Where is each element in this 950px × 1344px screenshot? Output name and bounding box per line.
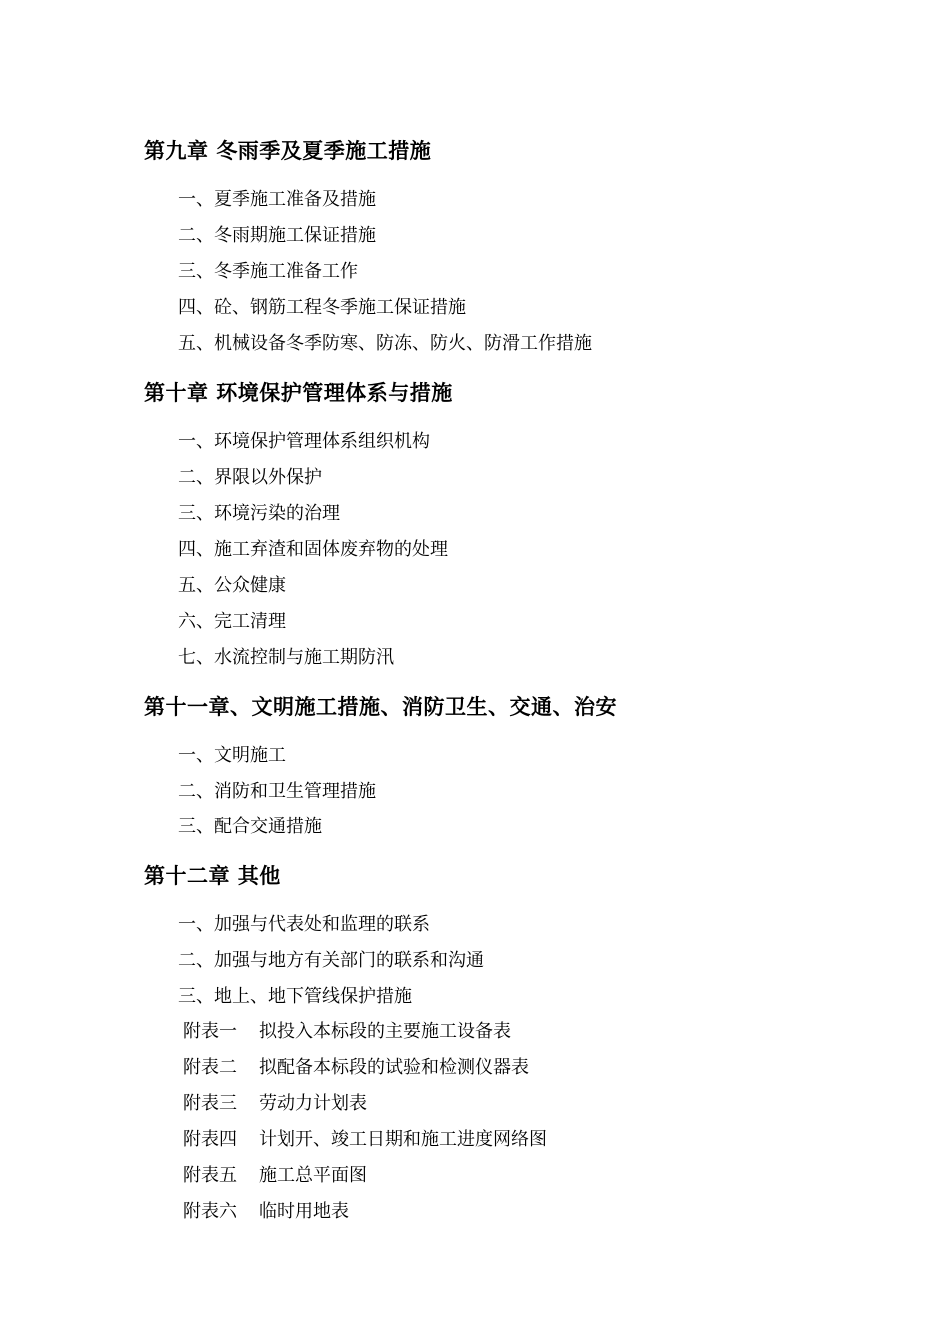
appendix-entry — [183, 1201, 349, 1223]
toc-entry: 一、环境保护管理体系组织机构 — [178, 431, 430, 452]
appendix-entry — [183, 1129, 547, 1151]
appendix-entry — [183, 1165, 367, 1187]
chapter-11-heading: 第十一章、文明施工措施、消防卫生、交通、治安 — [144, 695, 617, 719]
toc-entry: 四、施工弃渣和固体废弃物的处理 — [178, 539, 448, 560]
appendix-label: 附表一 — [183, 1021, 237, 1042]
toc-entry: 二、冬雨期施工保证措施 — [178, 225, 376, 246]
appendix-entry — [183, 1057, 529, 1079]
appendix-title: 拟投入本标段的主要施工设备表 — [259, 1021, 511, 1042]
chapter-12-heading: 第十二章 其他 — [144, 864, 281, 888]
appendix-label: 附表四 — [183, 1129, 237, 1150]
chapter-10-heading: 第十章 环境保护管理体系与措施 — [144, 381, 453, 405]
toc-entry: 三、配合交通措施 — [178, 816, 322, 837]
appendix-entry — [183, 1021, 511, 1043]
toc-entry: 三、冬季施工准备工作 — [178, 261, 358, 282]
toc-entry: 七、水流控制与施工期防汛 — [178, 647, 394, 668]
appendix-label: 附表五 — [183, 1165, 237, 1186]
toc-entry: 五、机械设备冬季防寒、防冻、防火、防滑工作措施 — [178, 333, 592, 354]
appendix-entry — [183, 1093, 367, 1115]
toc-entry: 二、加强与地方有关部门的联系和沟通 — [178, 950, 484, 971]
appendix-title: 拟配备本标段的试验和检测仪器表 — [259, 1057, 529, 1078]
toc-entry: 三、环境污染的治理 — [178, 503, 340, 524]
chapter-9-heading: 第九章 冬雨季及夏季施工措施 — [144, 139, 432, 163]
appendix-label: 附表二 — [183, 1057, 237, 1078]
toc-entry: 四、砼、钢筋工程冬季施工保证措施 — [178, 297, 466, 318]
toc-entry: 二、界限以外保护 — [178, 467, 322, 488]
toc-entry: 三、地上、地下管线保护措施 — [178, 986, 412, 1007]
appendix-label: 附表六 — [183, 1201, 237, 1222]
toc-entry: 二、消防和卫生管理措施 — [178, 781, 376, 802]
toc-entry: 五、公众健康 — [178, 575, 286, 596]
appendix-label: 附表三 — [183, 1093, 237, 1114]
appendix-title: 施工总平面图 — [259, 1165, 367, 1186]
toc-entry: 六、完工清理 — [178, 611, 286, 632]
appendix-title: 计划开、竣工日期和施工进度网络图 — [259, 1129, 547, 1150]
appendix-title: 劳动力计划表 — [259, 1093, 367, 1114]
appendix-title: 临时用地表 — [259, 1201, 349, 1222]
toc-entry: 一、夏季施工准备及措施 — [178, 189, 376, 210]
toc-entry: 一、加强与代表处和监理的联系 — [178, 914, 430, 935]
toc-entry: 一、文明施工 — [178, 745, 286, 766]
